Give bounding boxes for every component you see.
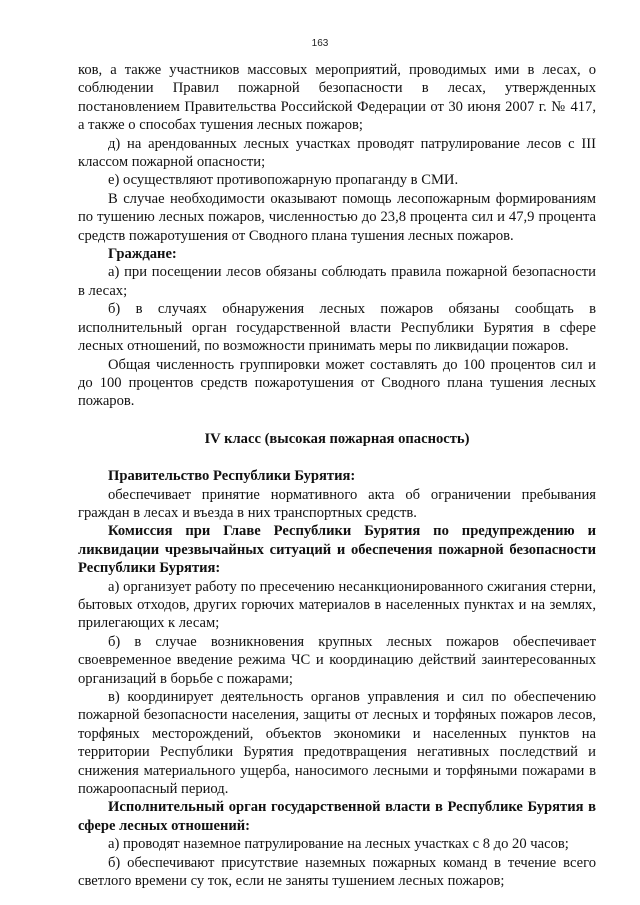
paragraph: е) осуществляют противопожарную пропаганду в СМИ. bbox=[108, 172, 459, 189]
paragraph: б) в случае возникновения крупных лесных пожаров обеспечивает своевременное введение режима ЧС и координацию действий заинтересованных организаций в борьбе с пожарами; bbox=[78, 633, 596, 687]
subsection-heading: Правительство Республики Бурятия: bbox=[108, 468, 356, 485]
paragraph: ков, а также участников массовых мероприятий, проводимых ими в лесах, о соблюдении Правил пожарной безопасности в лесах, утвержденных постановлением Правительства Российской Федерации от 30 июня 2007 г. № 417, а также о способах тушения лесных пожаров; bbox=[78, 62, 596, 134]
page-number: 163 bbox=[311, 38, 329, 49]
paragraph: а) при посещении лесов обязаны соблюдать правила пожарной безопасности в лесах; bbox=[78, 264, 596, 299]
paragraph: обеспечивает принятие нормативного акта об ограничении пребывания граждан в лесах и въезда в них транспортных средств. bbox=[78, 486, 596, 521]
paragraph: а) организует работу по пресечению несанкционированного сжигания стерни, бытовых отходов, других горючих материалов в населенных пунктах и на землях, прилегающих к лесам; bbox=[78, 578, 596, 632]
paragraph: а) проводят наземное патрулирование на лесных участках с 8 до 20 часов; bbox=[108, 836, 569, 853]
subsection-heading: Исполнительный орган государственной власти в Республике Бурятия в сфере лесных отношений: bbox=[78, 799, 596, 834]
document-body bbox=[78, 61, 596, 890]
subsection-heading: Комиссия при Главе Республики Бурятия по предупреждению и ликвидации чрезвычайных ситуаций и обеспечения пожарной безопасности Республики Бурятия: bbox=[78, 523, 596, 577]
subsection-heading: Граждане: bbox=[108, 246, 177, 263]
section-heading: IV класс (высокая пожарная опасность) bbox=[204, 430, 470, 447]
paragraph: В случае необходимости оказывают помощь лесопожарным формированиям по тушению лесных пожаров, численностью до 23,8 процента сил и 47,9 процента средств пожаротушения от Сводного плана тушения лесных пожаров. bbox=[78, 190, 596, 244]
paragraph: д) на арендованных лесных участках проводят патрулирование лесов с III классом пожарной опасности; bbox=[78, 135, 596, 171]
paragraph: Общая численность группировки может составлять до 100 процентов сил и до 100 процентов средств пожаротушения от Сводного плана тушения лесных пожаров. bbox=[78, 356, 596, 410]
paragraph: б) в случаях обнаружения лесных пожаров обязаны сообщать в исполнительный орган государственной власти Республики Бурятия в сфере лесных отношений, по возможности принимать меры по ликвидации пожаров. bbox=[78, 301, 596, 355]
paragraph: б) обеспечивают присутствие наземных пожарных команд в течение всего светлого времени су ток, если не заняты тушением лесных пожаров; bbox=[78, 854, 596, 890]
paragraph: в) координирует деятельность органов управления и сил по обеспечению пожарной безопасности населения, защиты от лесных и торфяных пожаров лесов, торфяных месторождений, объектов экономики и населенных пунктов на территории Республики Бурятия предотвращения негативных последствий и снижения материального ущерба, наносимого лесными и торфяными пожарами в пожароопасный период. bbox=[78, 689, 596, 798]
